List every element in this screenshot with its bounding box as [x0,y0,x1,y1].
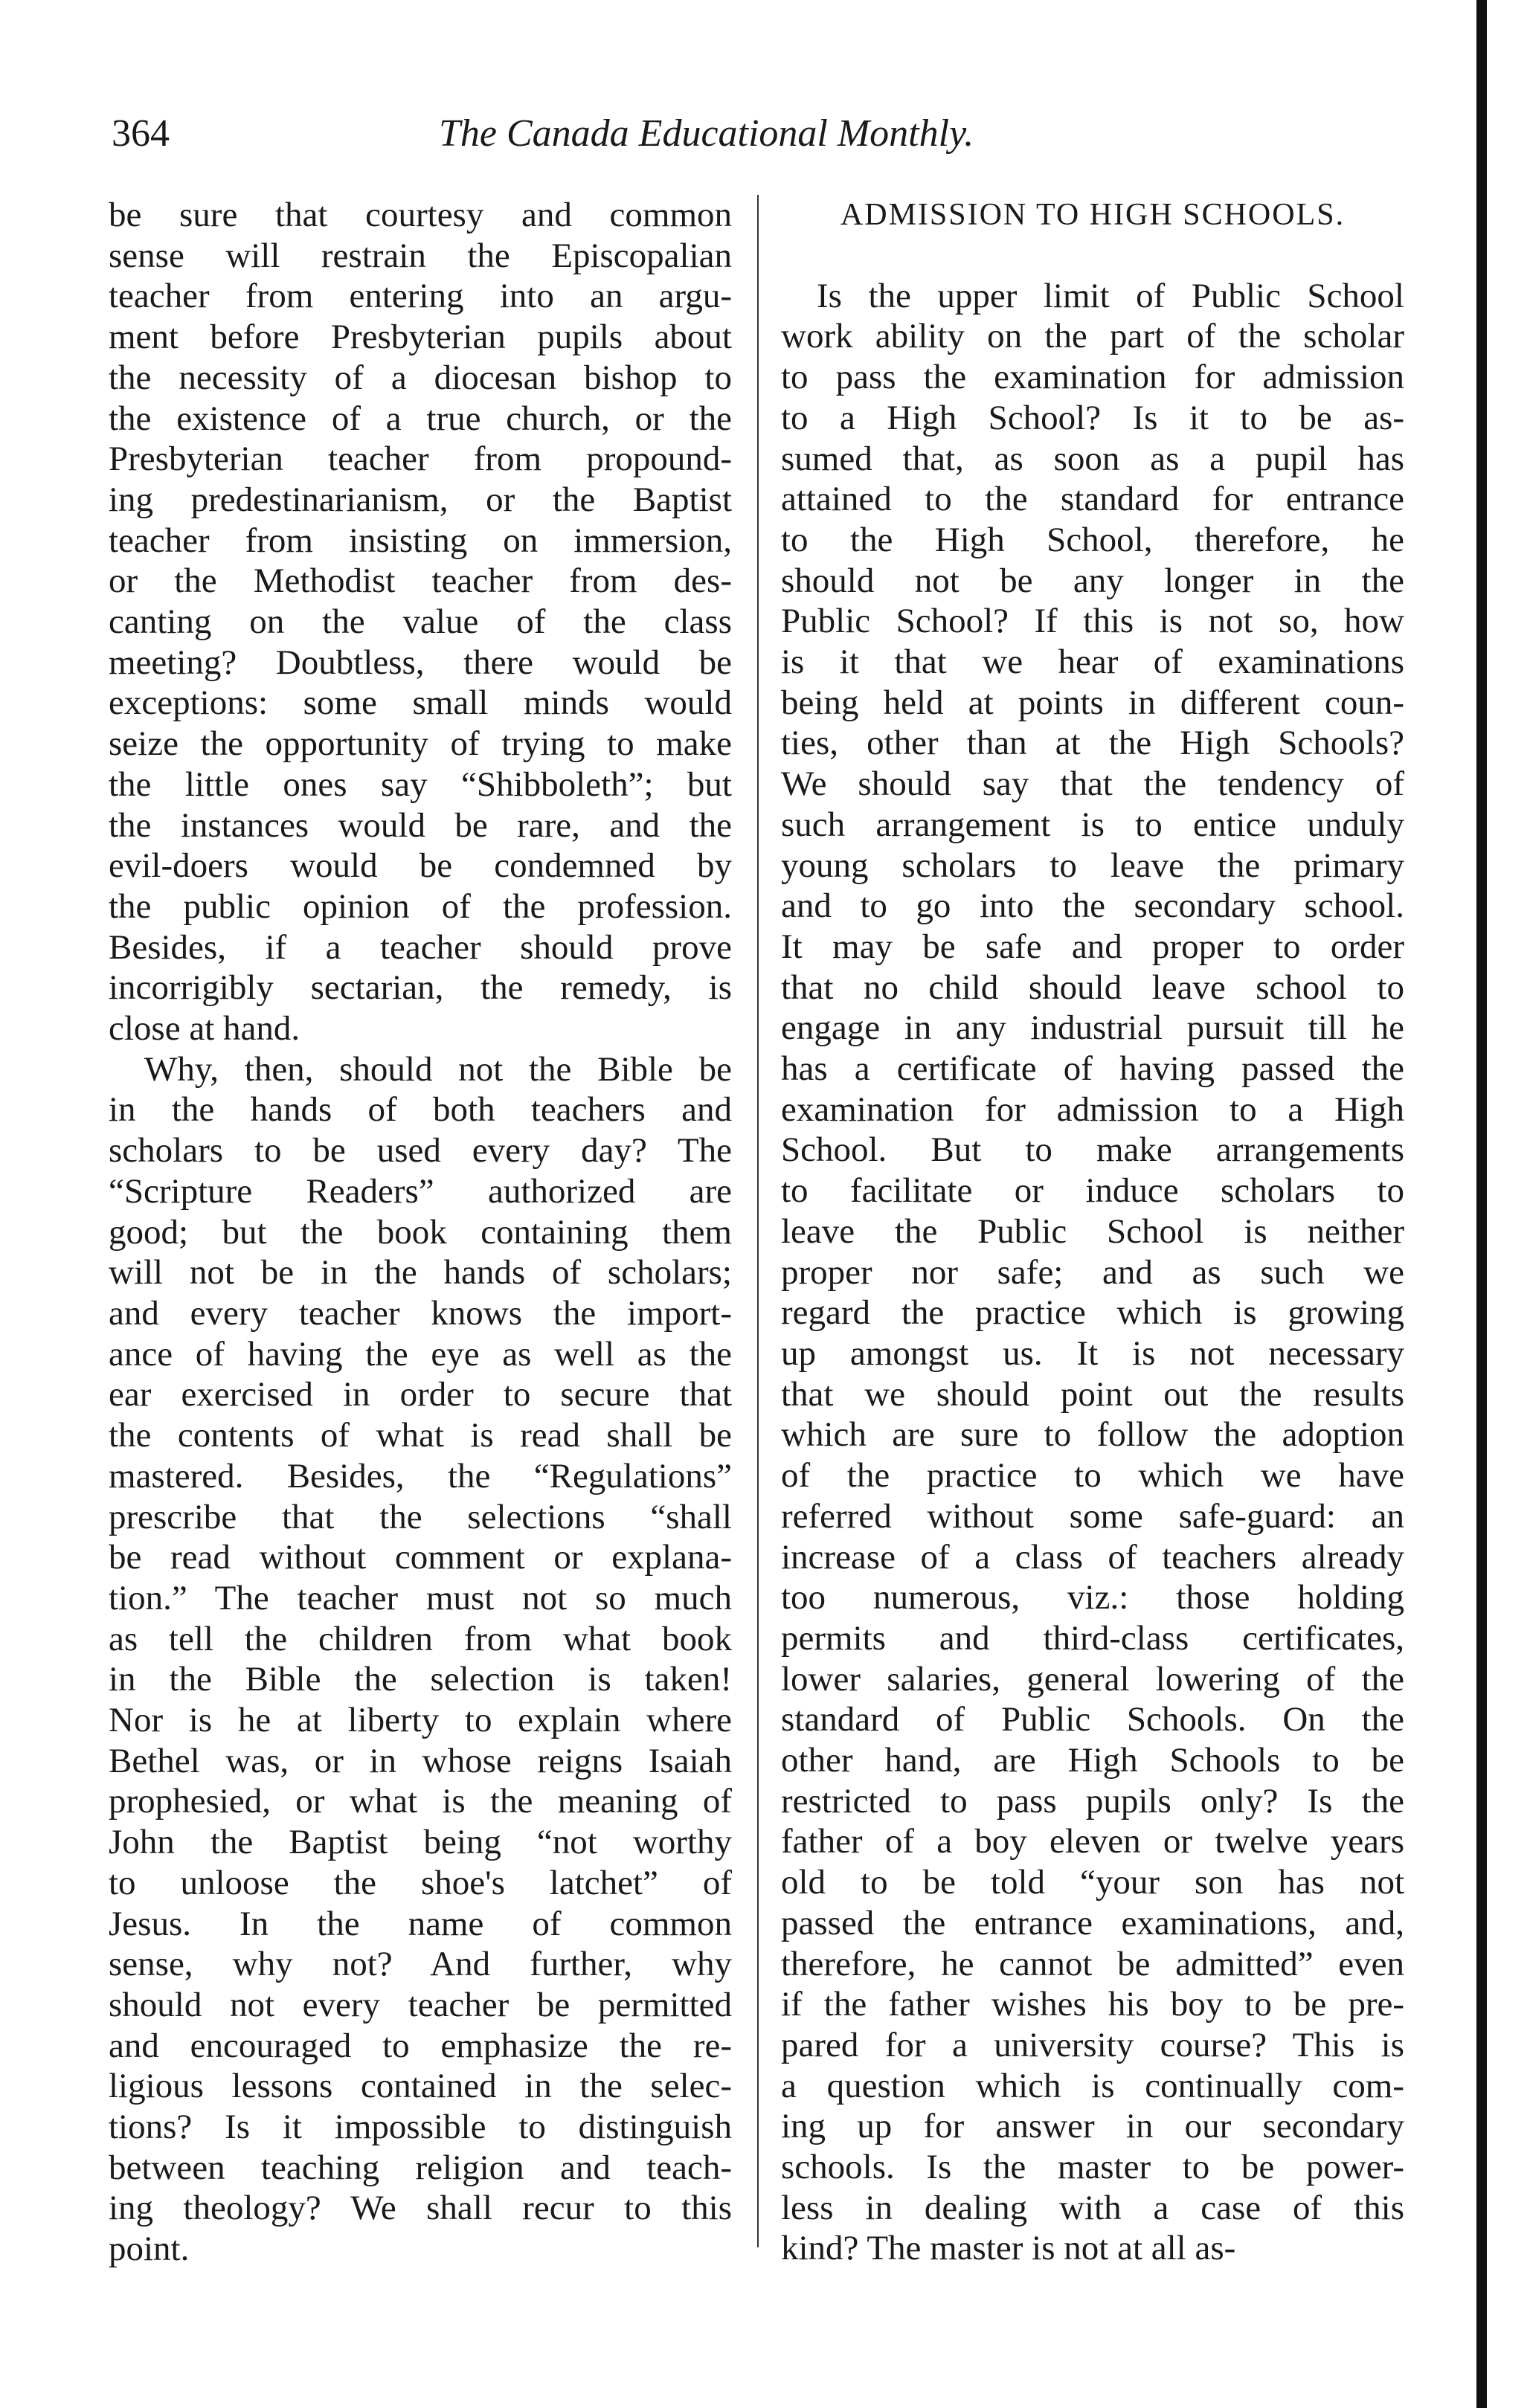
text-line: is it that we hear of examinations [781,643,1404,682]
text-line: sumed that, as soon as a pupil has [781,439,1404,478]
text-line: good; but the book containing them [109,1212,732,1252]
text-line: increase of a class of teachers already [781,1537,1404,1577]
text-line: point. [109,2230,190,2269]
text-line: a question which is continually com- [781,2066,1404,2105]
text-line: We should say that the tendency of [781,764,1404,804]
text-line: examination for admission to a High [781,1089,1404,1129]
text-line: being held at points in different coun- [781,683,1404,722]
text-line: the little ones say “Shibboleth”; but [109,764,732,804]
text-line: Why, then, should not the Bible be [144,1049,732,1089]
text-line: close at hand. [109,1009,300,1049]
text-line: engage in any industrial pursuit till he [781,1008,1404,1048]
text-line: attained to the standard for entrance [781,480,1404,519]
text-line: permits and third-class certificates, [781,1618,1404,1658]
text-line: the contents of what is read shall be [109,1416,732,1455]
text-line: sense will restrain the Episcopalian [109,236,732,275]
text-line: Is the upper limit of Public School [817,276,1404,315]
text-line: or the Methodist teacher from des- [109,561,732,601]
text-line: Nor is he at liberty to explain where [109,1701,732,1740]
text-line: too numerous, viz.: those holding [781,1578,1404,1617]
text-line: passed the entrance examinations, and, [781,1903,1404,1942]
text-line: incorrigibly sectarian, the remedy, is [109,968,732,1008]
text-line: that we should point out the results [781,1374,1404,1414]
left-column [109,195,732,2270]
text-line: mastered. Besides, the “Regulations” [109,1456,732,1496]
text-line: evil-doers would be condemned by [109,846,732,886]
text-line: proper nor safe; and as such we [781,1252,1404,1292]
text-line: that no child should leave school to [781,968,1404,1007]
text-line: to pass the examination for admission [781,358,1404,397]
text-line: work ability on the part of the scholar [781,317,1404,356]
text-line: canting on the value of the class [109,602,732,642]
text-line: tion.” The teacher must not so much [109,1578,732,1617]
text-line: regard the practice which is growing [781,1293,1404,1333]
text-line: young scholars to leave the primary [781,846,1404,885]
text-line: Besides, if a teacher should prove [109,927,732,967]
text-line: therefore, he cannot be admitted” even [781,1944,1404,1983]
text-line: the public opinion of the profession. [109,886,732,926]
text-line: John the Baptist being “not worthy [109,1823,732,1862]
text-line: has a certificate of having passed the [781,1049,1404,1089]
text-line: Public School? If this is not so, how [781,602,1404,641]
text-line: be read without comment or explana- [109,1538,732,1577]
text-line: and encouraged to emphasize the re- [109,2026,732,2065]
text-line: be sure that courtesy and common [109,196,732,234]
right-column-body [781,276,1404,2269]
text-line: such arrangement is to entice unduly [781,805,1404,844]
text-line: old to be told “your son has not [781,1863,1404,1902]
text-line: in the Bible the selection is taken! [109,1660,732,1699]
text-line: between teaching religion and teach- [109,2148,732,2187]
text-line: schools. Is the master to be power- [781,2148,1404,2187]
right-column [781,195,1404,2269]
text-line: Jesus. In the name of common [109,1904,732,1943]
journal-title: The Canada Educational Monthly. [439,112,974,155]
text-line: prescribe that the selections “shall [109,1497,732,1536]
text-line: to a High School? Is it to be as- [781,398,1404,437]
text-line: “Scripture Readers” authorized are [109,1171,732,1211]
text-line: less in dealing with a case of this [781,2188,1404,2227]
text-line: to the High School, therefore, he [781,520,1404,559]
text-line: tions? Is it impossible to distinguish [109,2108,732,2147]
text-line: ligious lessons contained in the selec- [109,2067,732,2106]
page-number: 364 [112,112,170,155]
text-line: scholars to be used every day? The [109,1131,732,1171]
text-line: prophesied, or what is the meaning of [109,1782,732,1821]
text-line: ing theology? We shall recur to this [109,2189,732,2228]
column-divider [757,195,759,2247]
text-line: to facilitate or induce scholars to [781,1171,1404,1211]
text-line: referred without some safe-guard: an [781,1496,1404,1536]
text-line: lower salaries, general lowering of the [781,1659,1404,1699]
text-line: and to go into the secondary school. [781,886,1404,926]
text-line: meeting? Doubtless, there would be [109,643,732,682]
text-line: the instances would be rare, and the [109,805,732,845]
text-line: It may be safe and proper to order [781,927,1404,966]
text-line: to unloose the shoe's latchet” of [109,1863,732,1902]
text-line: ing up for answer in our secondary [781,2107,1404,2146]
text-line: as tell the children from what book [109,1619,732,1658]
text-line: ment before Presbyterian pupils about [109,318,732,357]
text-line: standard of Public Schools. On the [781,1700,1404,1739]
text-line: father of a boy eleven or twelve years [781,1822,1404,1861]
text-line: the existence of a true church, or the [109,399,732,438]
text-line: kind? The master is not at all as- [781,2229,1236,2268]
text-line: other hand, are High Schools to be [781,1741,1404,1780]
text-line: which are sure to follow the adoption [781,1415,1404,1455]
text-line: School. But to make arrangements [781,1130,1404,1170]
text-line: if the father wishes his boy to be pre- [781,1985,1404,2024]
text-line: will not be in the hands of scholars; [109,1253,732,1292]
text-line: Presbyterian teacher from propound- [109,440,732,479]
text-line: ties, other than at the High Schools? [781,724,1404,763]
text-line: seize the opportunity of trying to make [109,724,732,764]
text-line: leave the Public School is neither [781,1211,1404,1251]
text-line: should not every teacher be permitted [109,1985,732,2024]
text-line: teacher from insisting on immersion, [109,521,732,560]
section-heading: ADMISSION TO HIGH SCHOOLS. [840,198,1346,232]
text-line: ance of having the eye as well as the [109,1334,732,1374]
text-line: of the practice to which we have [781,1456,1404,1496]
text-line: in the hands of both teachers and [109,1090,732,1130]
text-line: Bethel was, or in whose reigns Isaiah [109,1741,732,1780]
text-line: and every teacher knows the import- [109,1293,732,1333]
text-line: exceptions: some small minds would [109,683,732,723]
text-line: ing predestinarianism, or the Baptist [109,480,732,519]
text-line: should not be any longer in the [781,561,1404,600]
running-head [112,112,1079,171]
text-line: pared for a university course? This is [781,2025,1404,2064]
scan-edge [1476,0,1487,2408]
text-line: the necessity of a diocesan bishop to [109,358,732,397]
text-line: restricted to pass pupils only? Is the [781,1781,1404,1821]
text-line: teacher from entering into an argu- [109,277,732,316]
text-line: up amongst us. It is not necessary [781,1333,1404,1373]
text-line: ear exercised in order to secure that [109,1375,732,1414]
text-line: sense, why not? And further, why [109,1945,732,1984]
